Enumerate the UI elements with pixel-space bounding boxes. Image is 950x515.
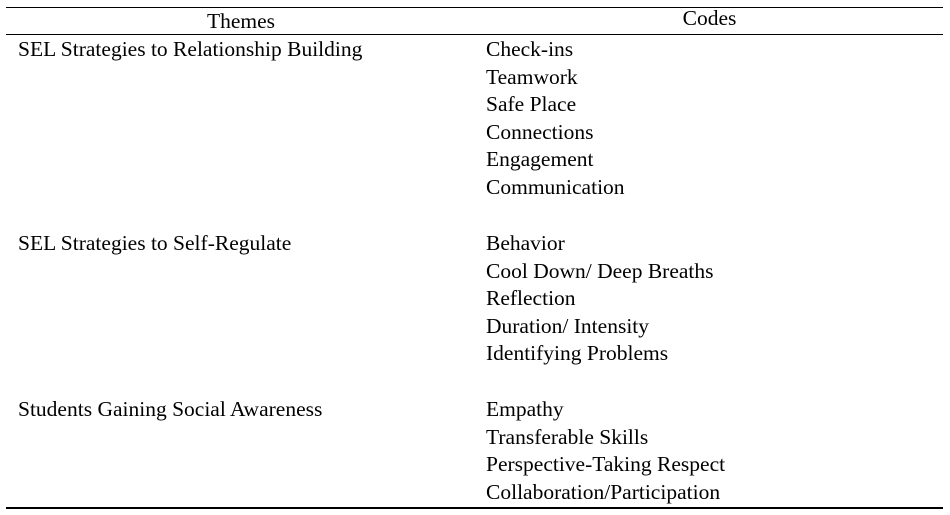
codes-list — [486, 396, 725, 506]
theme-cell: SEL Strategies to Self-Regulate — [18, 231, 292, 255]
code-item: Empathy — [486, 397, 564, 421]
theme-cell: SEL Strategies to Relationship Building — [18, 37, 363, 61]
bottom-rule — [6, 507, 943, 509]
code-item: Engagement — [486, 147, 594, 172]
codes-list — [486, 230, 714, 368]
code-item: Safe Place — [486, 92, 577, 117]
code-item: Communication — [486, 174, 625, 199]
code-item: Identifying Problems — [486, 341, 669, 366]
code-item: Behavior — [486, 231, 565, 255]
header-rule — [6, 34, 943, 35]
code-item: Transferable Skills — [486, 424, 649, 449]
code-item: Teamwork — [486, 64, 578, 89]
theme-cell: Students Gaining Social Awareness — [18, 397, 323, 421]
themes-codes-table — [6, 7, 943, 508]
codes-list — [486, 36, 625, 202]
code-item: Check-ins — [486, 37, 574, 61]
code-item: Connections — [486, 119, 594, 144]
header-themes: Themes — [206, 9, 276, 33]
code-item: Cool Down/ Deep Breaths — [486, 258, 714, 283]
header-codes: Codes — [682, 6, 737, 30]
code-item: Collaboration/Participation — [486, 479, 721, 504]
code-item: Duration/ Intensity — [486, 313, 650, 338]
code-item: Reflection — [486, 286, 576, 311]
code-item: Perspective-Taking Respect — [486, 452, 726, 477]
